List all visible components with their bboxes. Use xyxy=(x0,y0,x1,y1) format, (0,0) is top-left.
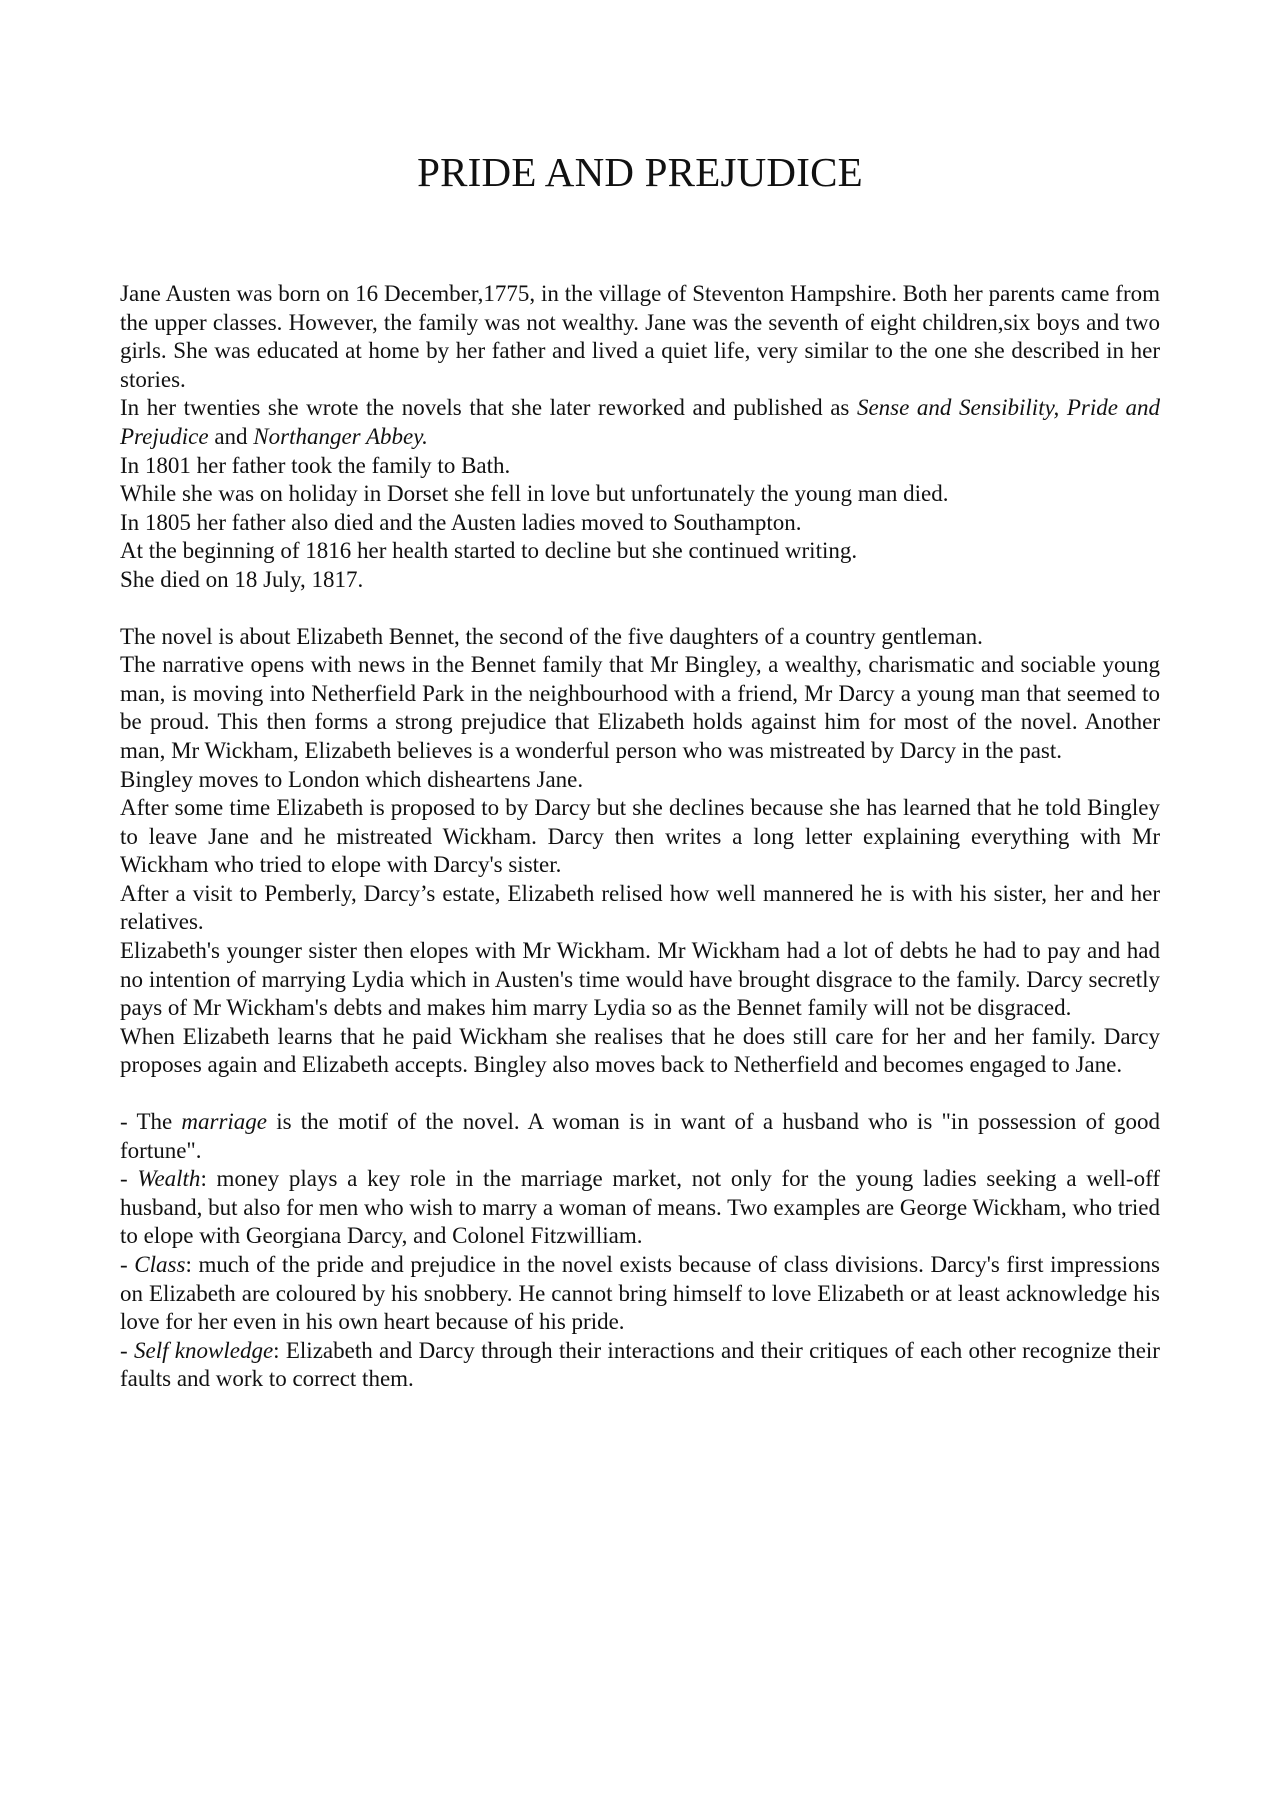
plot-paragraph-london: Bingley moves to London which disheartens Jane. xyxy=(120,766,584,792)
plot-paragraph-intro: The novel is about Elizabeth Bennet, the second of the five daughters of a country gentleman. xyxy=(120,623,983,649)
bio-paragraph-death: She died on 18 July, 1817. xyxy=(120,566,364,592)
plot-paragraph-pemberly: After a visit to Pemberly, Darcy’s estate, Elizabeth relised how well mannered he is with his sister, her and her relatives. xyxy=(120,880,1160,935)
bio-novels-intro: In her twenties she wrote the novels that she later reworked and published as xyxy=(120,395,857,421)
bio-paragraph-southampton: In 1805 her father also died and the Austen ladies moved to Southampton. xyxy=(120,509,802,535)
theme-prefix: - xyxy=(120,1337,134,1363)
section-spacer xyxy=(120,1080,1160,1108)
theme-item-marriage xyxy=(120,1108,1160,1165)
theme-prefix: - The xyxy=(120,1109,182,1135)
theme-item-self-knowledge xyxy=(120,1337,1160,1394)
theme-term: Wealth xyxy=(137,1166,201,1192)
plot-paragraph-resolution: When Elizabeth learns that he paid Wickham she realises that he does still care for her and her family. Darcy proposes again and Elizabeth accepts. Bingley also moves back to Netherfield and becomes engaged to Jane. xyxy=(120,1023,1160,1078)
bio-novels-title-1: Sense and Sensibility, Pride and Prejudice xyxy=(120,395,1161,449)
plot-section xyxy=(120,623,1160,1081)
bio-paragraph-birth: Jane Austen was born on 16 December,1775, in the village of Steventon Hampshire. Both her parents came from the upper classes. However, the family was not wealthy. Jane was the seventh of eight children,six boys and two girls. She was educated at home by her father and lived a quiet life, very similar to the one she described in her stories. xyxy=(120,281,1160,392)
theme-prefix: - xyxy=(120,1166,138,1192)
theme-text: : money plays a key role in the marriage market, not only for the young ladies seeking a well-off husband, but also for men who wish to marry a woman of means. Two examples are George Wickham, who tried to elope with Georgiana Darcy, and Colonel Fitzwilliam. xyxy=(120,1166,1160,1249)
themes-section xyxy=(120,1108,1160,1394)
plot-paragraph-proposal: After some time Elizabeth is proposed to by Darcy but she declines because she has learned that he told Bingley to leave Jane and he mistreated Wickham. Darcy then writes a long letter explaining everything with Mr Wickham who tried to elope with Darcy's sister. xyxy=(120,795,1160,878)
bio-paragraph-bath: In 1801 her father took the family to Bath. xyxy=(120,452,511,478)
theme-text: is the motif of the novel. A woman is in want of a husband who is "in possession of good fortune". xyxy=(120,1109,1160,1163)
biography-section xyxy=(120,280,1160,595)
theme-term: Class xyxy=(134,1252,186,1277)
plot-paragraph-opening: The narrative opens with news in the Bennet family that Mr Bingley, a wealthy, charismatic and sociable young man, is moving into Netherfield Park in the neighbourhood with a friend, Mr Darcy a young man that seemed to be proud. This then forms a strong prejudice that Elizabeth holds against him for most of the novel. Another man, Mr Wickham, Elizabeth believes is a wonderful person who was mistreated by Darcy in the past. xyxy=(120,652,1160,763)
bio-novels-and: and xyxy=(208,423,254,449)
bio-paragraph-health: At the beginning of 1816 her health started to decline but she continued writing. xyxy=(120,538,858,564)
bio-paragraph-novels xyxy=(120,394,1160,451)
theme-prefix: - xyxy=(120,1252,135,1277)
section-spacer xyxy=(120,595,1160,623)
document-body xyxy=(120,280,1160,1394)
theme-item-class xyxy=(120,1251,1160,1337)
bio-paragraph-dorset: While she was on holiday in Dorset she fell in love but unfortunately the young man died. xyxy=(120,481,949,507)
theme-item-wealth xyxy=(120,1165,1160,1251)
theme-term: Self knowledge xyxy=(133,1337,274,1363)
page-title: PRIDE AND PREJUDICE xyxy=(417,149,863,195)
theme-term: marriage xyxy=(181,1109,268,1135)
bio-novels-title-2: Northanger Abbey. xyxy=(253,423,428,449)
theme-text: : much of the pride and prejudice in the novel exists because of class divisions. Darcy's first impressions on Elizabeth are coloured by his snobbery. He cannot bring himself to love Elizabeth or at least acknowledge his love for her even in his own heart because of his pride. xyxy=(120,1252,1160,1335)
theme-text: : Elizabeth and Darcy through their interactions and their critiques of each other recognize their faults and work to correct them. xyxy=(120,1337,1160,1392)
plot-paragraph-elopement: Elizabeth's younger sister then elopes with Mr Wickham. Mr Wickham had a lot of debts he had to pay and had no intention of marrying Lydia which in Austen's time would have brought disgrace to the family. Darcy secretly pays of Mr Wickham's debts and makes him marry Lydia so as the Bennet family will not be disgraced. xyxy=(120,938,1160,1021)
